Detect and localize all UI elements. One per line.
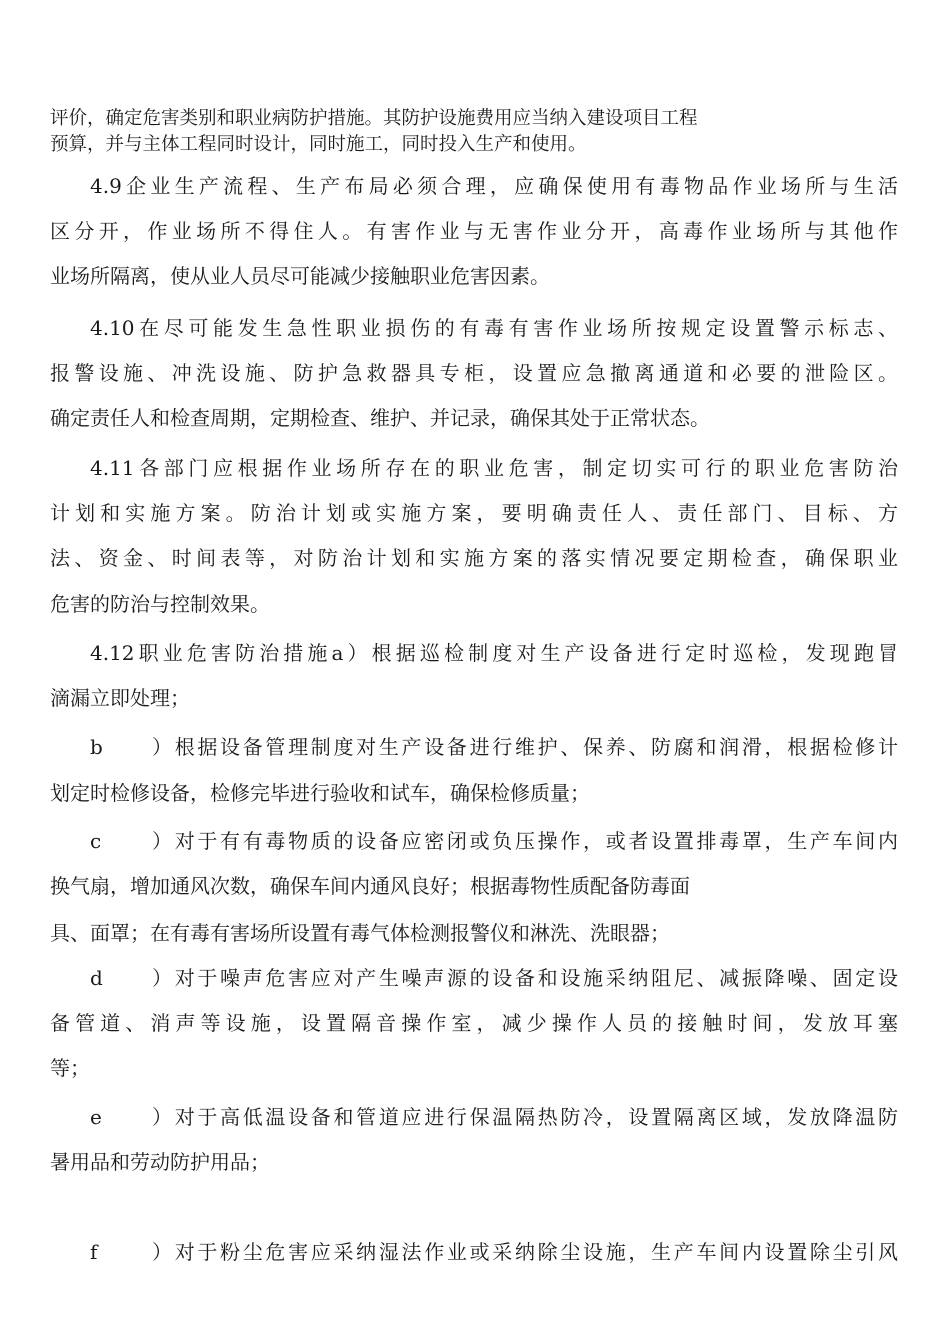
text-line: 计划和实施方案。防治计划或实施方案，要明确责任人、责任部门、目标、方 (50, 501, 898, 525)
text-line: 预算，并与主体工程同时设计，同时施工，同时投入生产和使用。 (50, 134, 587, 155)
text-line: 4.9企业生产流程、生产布局必须合理，应确保使用有毒物品作业场所与生活 (90, 174, 898, 198)
text-line: 备管道、消声等设施，设置隔音操作室，减少操作人员的接触时间，发放耳塞 (50, 1011, 898, 1035)
text-line: 报警设施、冲洗设施、防护急救器具专柜，设置应急撤离通道和必要的泄险区。 (50, 361, 898, 385)
list-item-b (90, 735, 898, 759)
text-line: 区分开，作业场所不得住人。有害作业与无害作业分开，高毒作业场所与其他作 (50, 219, 898, 243)
text-line: 评价，确定危害类别和职业病防护措施。其防护设施费用应当纳入建设项目工程 (50, 108, 698, 129)
list-label: e） (90, 1105, 172, 1129)
text-line: 对于噪声危害应对产生噪声源的设备和设施采纳阻尼、减振降噪、固定设 (172, 966, 898, 990)
text-line: 等； (50, 1056, 90, 1080)
list-item-d (90, 966, 898, 990)
text-line: 划定时检修设备，检修完毕进行验收和试车，确保检修质量； (50, 781, 590, 805)
text-line: 滴漏立即处理； (50, 686, 190, 710)
list-item-f (90, 1240, 898, 1264)
list-item-c (90, 829, 898, 853)
text-line: 4.12职业危害防治措施a）根据巡检制度对生产设备进行定时巡检，发现跑冒 (90, 641, 898, 665)
text-line: 4.11各部门应根据作业场所存在的职业危害，制定切实可行的职业危害防治 (90, 456, 898, 480)
text-line: 对于粉尘危害应采纳湿法作业或采纳除尘设施，生产车间内设置除尘引风 (172, 1240, 898, 1264)
list-label: f） (90, 1240, 172, 1264)
text-line: 法、资金、时间表等，对防治计划和实施方案的落实情况要定期检查，确保职业 (50, 546, 898, 570)
text-line: 危害的防治与控制效果。 (50, 592, 270, 616)
text-line: 暑用品和劳动防护用品； (50, 1150, 270, 1174)
text-line: 对于有有毒物质的设备应密闭或负压操作，或者设置排毒罩，生产车间内 (172, 829, 898, 853)
text-line: 具、面罩；在有毒有害场所设置有毒气体检测报警仪和淋洗、洗眼器； (50, 921, 670, 945)
text-line: 确定责任人和检查周期，定期检查、维护、并记录，确保其处于正常状态。 (50, 406, 710, 430)
text-line: 根据设备管理制度对生产设备进行维护、保养、防腐和润滑，根据检修计 (172, 735, 898, 759)
text-line: 换气扇，增加通风次数，确保车间内通风良好；根据毒物性质配备防毒面 (50, 874, 690, 898)
text-line: 4.10在尽可能发生急性职业损伤的有毒有害作业场所按规定设置警示标志、 (90, 316, 898, 340)
list-label: d） (90, 966, 172, 990)
list-label: c） (90, 829, 172, 853)
list-label: b） (90, 735, 172, 759)
text-line: 业场所隔离，使从业人员尽可能减少接触职业危害因素。 (50, 264, 550, 288)
text-line: 对于高低温设备和管道应进行保温隔热防冷，设置隔离区域，发放降温防 (172, 1105, 898, 1129)
list-item-e (90, 1105, 898, 1129)
